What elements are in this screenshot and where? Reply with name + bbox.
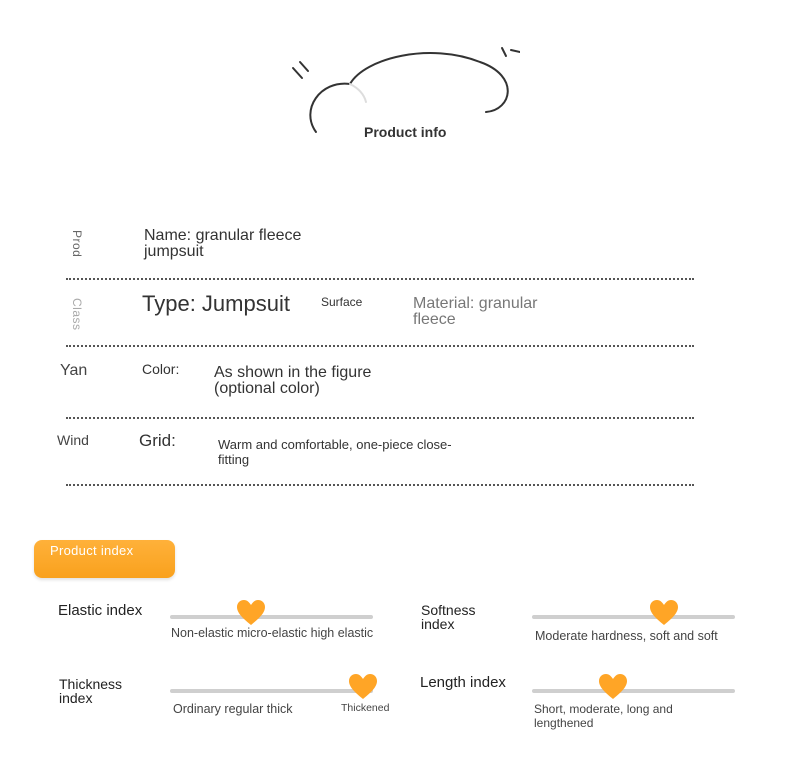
surface-label: Surface	[321, 295, 363, 309]
index-desc-softness: Moderate hardness, soft and soft	[535, 629, 718, 643]
index-track-elastic	[170, 615, 373, 619]
row-side-label: Wind	[57, 432, 89, 448]
product-material: Material: granular fleece	[413, 295, 538, 328]
index-label-softness: Softness index	[421, 602, 476, 632]
grid-value: Warm and comfortable, one-piece close-fitting	[218, 437, 452, 467]
index-label-length: Length index	[420, 674, 506, 691]
grid-label: Grid:	[139, 431, 176, 450]
product-name: Name: granular fleece jumpsuit	[144, 227, 302, 260]
index-desc-elastic: Non-elastic micro-elastic high elastic	[171, 626, 374, 640]
index-desc-thickened: Thickened	[341, 702, 390, 714]
heart-icon	[650, 600, 678, 626]
index-desc-thickness: Ordinary regular thick	[173, 702, 293, 716]
heart-icon	[599, 674, 627, 700]
divider	[66, 345, 694, 347]
color-label: Color:	[142, 361, 180, 377]
page-title: Product info	[364, 124, 447, 140]
index-track-length	[532, 689, 735, 693]
index-label-thickness: Thickness index	[59, 676, 123, 706]
row-side-label: Yan	[60, 362, 88, 379]
row-side-label: Prod	[70, 230, 84, 258]
divider	[66, 278, 694, 280]
row-side-label: Class	[70, 298, 84, 331]
color-value: As shown in the figure (optional color)	[214, 364, 372, 397]
index-label-elastic: Elastic index	[58, 602, 143, 619]
index-track-thickness	[170, 689, 373, 693]
divider	[66, 484, 694, 486]
index-track-softness	[532, 615, 735, 619]
product-type: Type: Jumpsuit	[142, 291, 290, 316]
badge-label: Product index	[50, 543, 134, 558]
product-index-badge	[34, 540, 175, 578]
heart-icon	[349, 674, 377, 700]
index-desc-length: Short, moderate, long and lengthened	[534, 702, 673, 730]
heart-icon	[237, 600, 265, 626]
divider	[66, 417, 694, 419]
